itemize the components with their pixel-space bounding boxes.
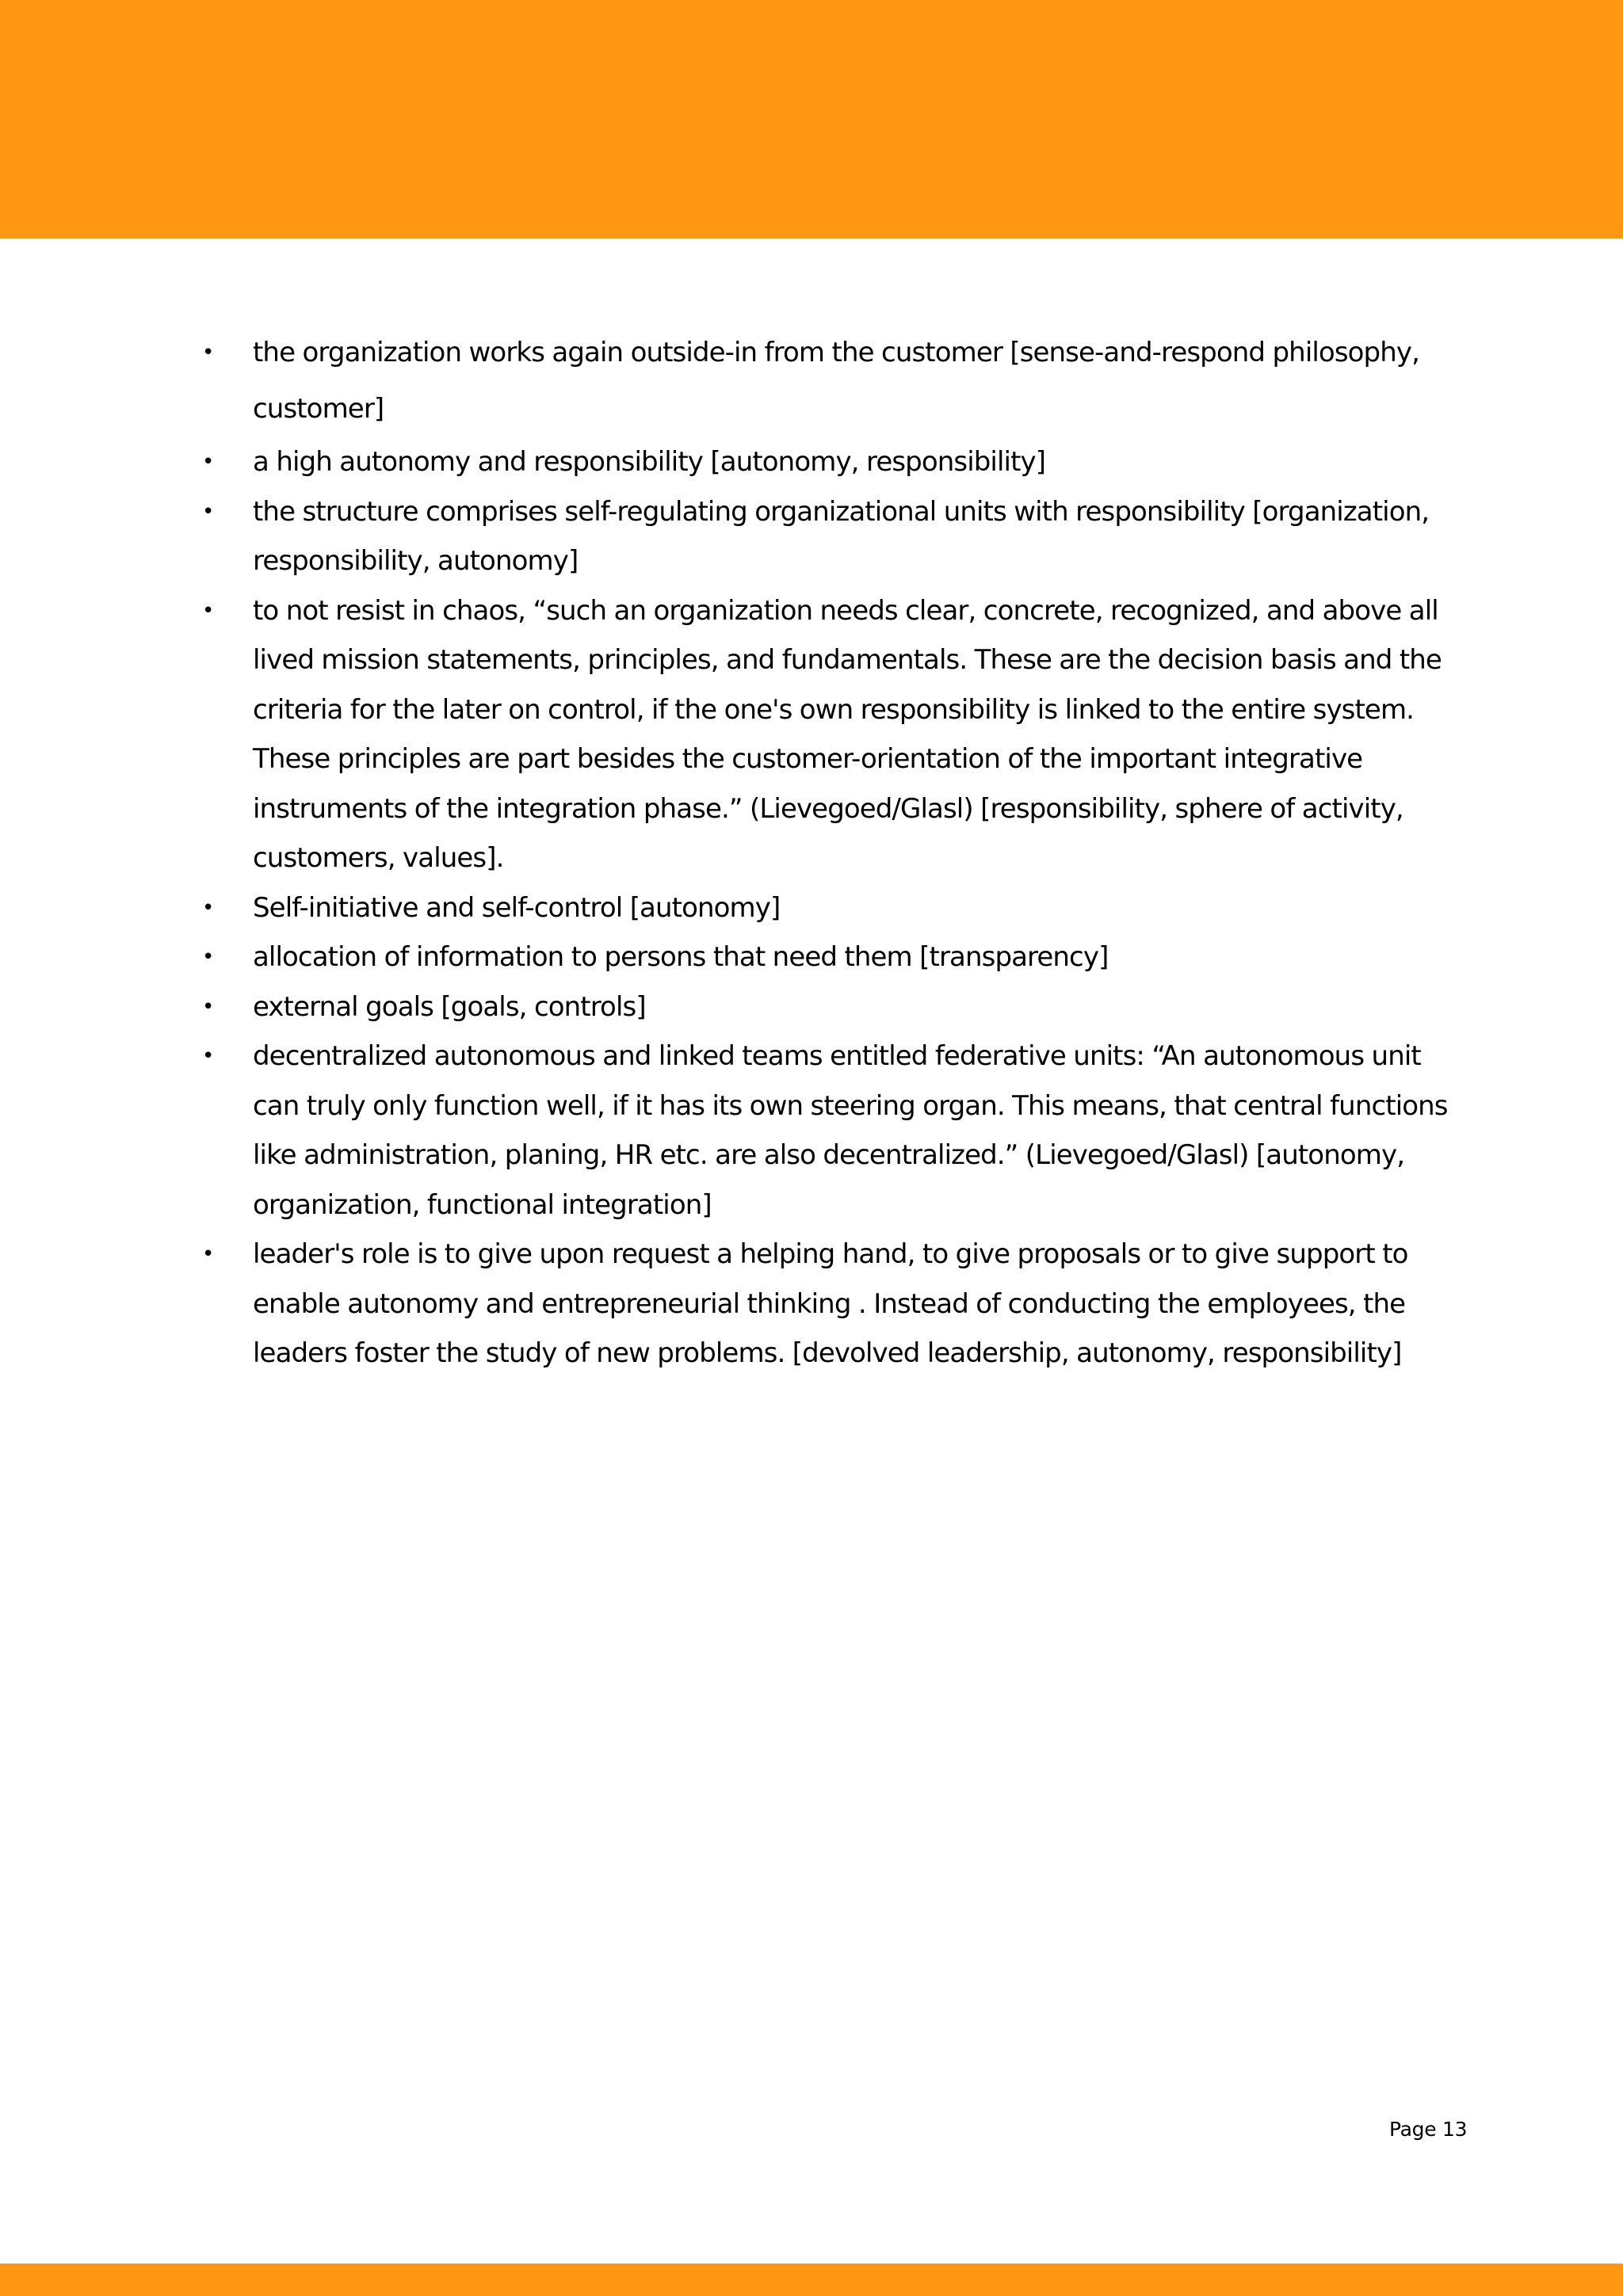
list-item (202, 586, 1474, 883)
list-item-text: to not resist in chaos, “such an organization needs clear, concrete, recognized, and above all lived mission statements, principles, and fundamentals. These are the decision basis and the criteria for the later on control, if the one's own responsibility is linked to the entire system. These principles are part besides the customer-orientation of the important integrative instruments of the integration phase.” (Lievegoed/Glasl) [responsibility, sphere of activity, customers, values]. (253, 594, 1442, 874)
footer-band (0, 2264, 1623, 2296)
header-band (0, 0, 1623, 238)
list-item-text: decentralized autonomous and linked teams entitled federative units: “An autonomous unit can truly only function well, if it has its own steering organ. This means, that central functions like administration, planing, HR etc. are also decentralized.” (Lievegoed/Glasl) [autonomy, organization, functional integration] (253, 1040, 1448, 1221)
page-number: Page 13 (1389, 2118, 1468, 2141)
bullet-icon: • (202, 499, 214, 524)
bullet-icon: • (202, 341, 214, 364)
list-item (202, 1230, 1474, 1379)
list-item-text: a high autonomy and responsibility [autonomy, responsibility] (253, 446, 1046, 478)
bullet-icon: • (202, 1044, 214, 1068)
bullet-icon: • (202, 450, 214, 474)
list-item (202, 325, 1474, 437)
list-item-text: the organization works again outside-in from the customer [sense-and-respond philosophy, customer] (253, 337, 1419, 425)
list-item-text: Self-initiative and self-control [autonomy] (253, 891, 781, 924)
list-item (202, 1032, 1474, 1230)
bullet-list (202, 325, 1474, 1379)
list-item-text: the structure comprises self-regulating organizational units with responsibility [organization, responsibility, autonomy] (253, 495, 1430, 577)
list-item (202, 883, 1474, 933)
bullet-icon: • (202, 598, 214, 623)
list-item (202, 487, 1474, 586)
bullet-icon: • (202, 945, 214, 969)
bullet-icon: • (202, 1242, 214, 1266)
list-item (202, 933, 1474, 982)
list-item-text: leader's role is to give upon request a helping hand, to give proposals or to give support to enable autonomy and entrepreneurial thinking . Instead of conducting the employees, the leaders foster the study of new problems. [devolved leadership, autonomy, responsibility] (253, 1238, 1408, 1369)
page-content (202, 325, 1474, 1379)
list-item-text: allocation of information to persons that need them [transparency] (253, 941, 1109, 973)
bullet-icon: • (202, 895, 214, 920)
list-item (202, 982, 1474, 1032)
list-item-text: external goals [goals, controls] (253, 990, 646, 1023)
list-item (202, 437, 1474, 487)
bullet-icon: • (202, 994, 214, 1019)
